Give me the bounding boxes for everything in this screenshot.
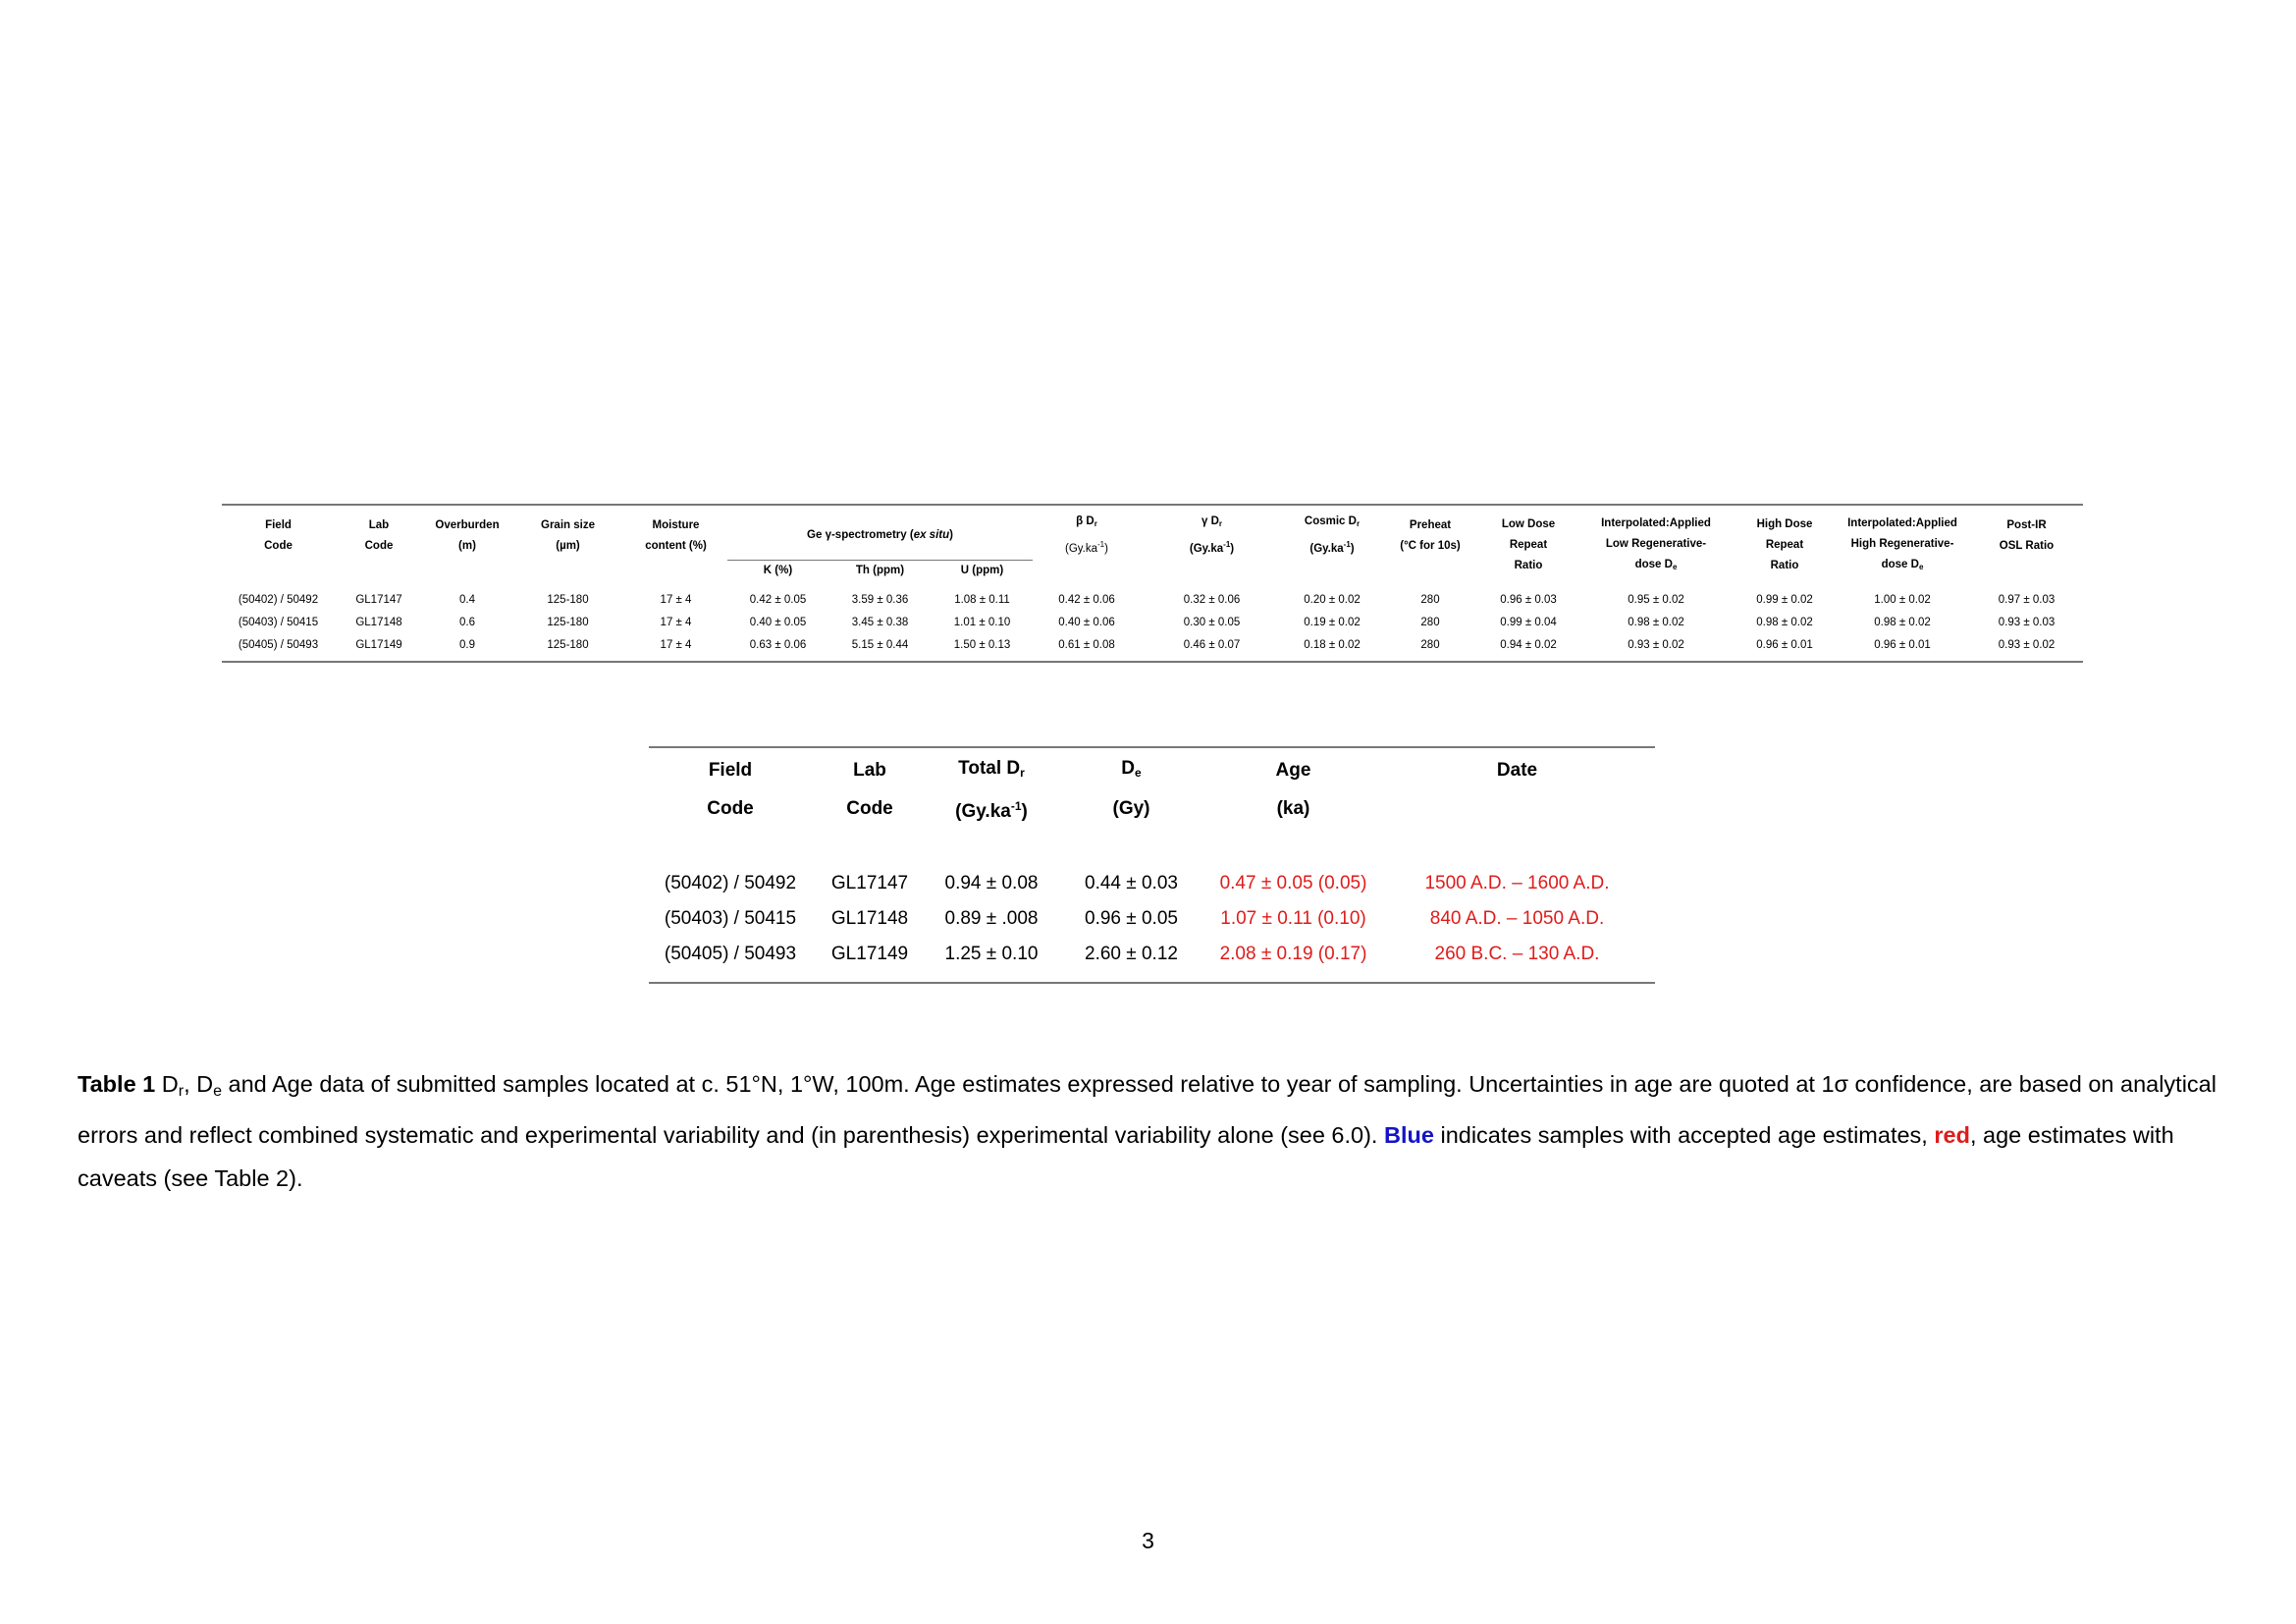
header-grain-size: Grain size (µm) [511,505,624,560]
cell-gamma-dose-rate: 0.32 ± 0.06 [1183,593,1241,606]
header-field: Field [649,747,812,789]
cell-high-dose-repeat-ratio: 0.98 ± 0.02 [1756,616,1813,628]
header-field-code: Code [707,798,754,819]
header-total-dose-rate: Total $D_r$ [928,747,1055,789]
cell-beta-dose-rate: 0.61 ± 0.08 [1033,634,1141,662]
cell-beta-dose-rate: 0.42 ± 0.06 [1058,593,1115,606]
cell-date: 1500 A.D. – 1600 A.D. [1424,873,1610,893]
header-high-dose-repeat-ratio: High Dose Repeat Ratio [1735,505,1835,579]
cell-total-dose-rate: 0.94 ± 0.08 [944,873,1039,893]
cell-field: (50402) / 50492 [664,873,797,893]
header-th: Th (ppm) [828,560,932,579]
age-summary-table [649,746,1655,984]
header-equivalent-dose-unit: (Gy) [1112,798,1150,819]
cell-overburden: 0.6 [459,616,475,628]
cell-post-ir-osl-ratio: 0.93 ± 0.03 [1998,616,2056,628]
cell-interp-applied-high: 1.00 ± 0.02 [1874,593,1931,606]
cell-interp-applied-high: 0.98 ± 0.02 [1874,616,1931,628]
caption-label: Table 1 [78,1070,156,1097]
cell-u: 1.01 ± 0.10 [953,616,1011,628]
cell-grain-size: 125-180 [547,593,589,606]
dosimetry-table [222,504,2083,663]
cell-post-ir-osl-ratio: 0.97 ± 0.03 [1998,593,2056,606]
cell-th: 5.15 ± 0.44 [828,634,932,662]
header-field-code: Field Code [222,505,335,560]
cell-high-dose-repeat-ratio: 0.96 ± 0.01 [1735,634,1835,662]
cell-interp-applied-low: 0.98 ± 0.02 [1628,616,1684,628]
cell-lab-code: GL17149 [335,634,423,662]
header-post-ir-osl-ratio: Post-IR OSL Ratio [1970,505,2083,560]
cell-k: 0.40 ± 0.05 [749,616,807,628]
cell-lab-code: GL17147 [355,593,402,606]
header-low-dose-repeat-ratio: Low Dose Repeat Ratio [1479,505,1577,579]
table-row [222,579,2083,612]
table-caption: Table 1 $D_r$, $D_e$ and Age data of submitted samples located at c. 51°N, 1°W, 100m. Age estimates expressed relative to year of sampling. Uncertainties in age are quoted at 1σ confidence, are based on analytical errors and reflect combined systematic and experimental variability and (in parenthesis) experimental variability alone (see 6.0). Blue indicates samples with accepted age estimates, red, age estimates with caveats (see Table 2). [78,1070,2216,1191]
cell-overburden: 0.9 [423,634,511,662]
cell-preheat: 280 [1420,616,1440,628]
cell-interp-applied-low: 0.93 ± 0.02 [1577,634,1735,662]
table-row [649,901,1655,937]
cell-th: 3.45 ± 0.38 [851,616,909,628]
cell-preheat: 280 [1420,593,1440,606]
cell-date: 260 B.C. – 130 A.D. [1379,937,1655,983]
cell-equivalent-dose: 0.44 ± 0.03 [1085,873,1178,893]
cell-overburden: 0.4 [459,593,475,606]
cell-preheat: 280 [1381,634,1479,662]
cell-th: 3.59 ± 0.36 [851,593,909,606]
cell-high-dose-repeat-ratio: 0.99 ± 0.02 [1756,593,1813,606]
page-number: 3 [1142,1528,1154,1553]
header-overburden: Overburden (m) [423,505,511,560]
cell-date: 840 A.D. – 1050 A.D. [1429,908,1605,929]
header-total-dose-rate-unit: $(Gy.ka^{-1})$ [955,799,1028,822]
cell-equivalent-dose: 0.96 ± 0.05 [1085,908,1178,929]
cell-u: 1.50 ± 0.13 [932,634,1033,662]
header-age-unit: (ka) [1276,798,1310,819]
header-gamma-dose-rate: γ $D_r$ $(Gy.ka^{-1})$ [1141,505,1283,560]
cell-lab-code: GL17148 [355,616,402,628]
cell-lab: GL17149 [812,937,928,983]
cell-moisture: 17 ± 4 [660,616,692,628]
cell-cosmic-dose-rate: 0.18 ± 0.02 [1283,634,1381,662]
cell-interp-applied-low: 0.95 ± 0.02 [1628,593,1684,606]
caption-blue-keyword: Blue [1384,1121,1434,1148]
cell-age: 2.08 ± 0.19 (0.17) [1207,937,1379,983]
cell-cosmic-dose-rate: 0.19 ± 0.02 [1304,616,1361,628]
cell-grain-size: 125-180 [547,616,589,628]
header-interp-applied-high: Interpolated:Applied High Regenerative- dose $D_e$ [1835,505,1970,579]
cell-k: 0.42 ± 0.05 [749,593,807,606]
cell-field-code: (50402) / 50492 [238,593,319,606]
cell-cosmic-dose-rate: 0.20 ± 0.02 [1304,593,1361,606]
table-row [649,937,1655,983]
cell-total-dose-rate: 1.25 ± 0.10 [928,937,1055,983]
cell-total-dose-rate: 0.89 ± .008 [944,908,1039,929]
header-date: Date [1379,747,1655,789]
header-cosmic-dose-rate: Cosmic $D_r$ $(Gy.ka^{-1})$ [1283,505,1381,560]
header-lab-code: Code [846,798,893,819]
table-row [222,612,2083,634]
cell-low-dose-repeat-ratio: 0.99 ± 0.04 [1500,616,1557,628]
cell-low-dose-repeat-ratio: 0.96 ± 0.03 [1500,593,1557,606]
header-equivalent-dose: $D_e$ [1055,747,1207,789]
cell-gamma-dose-rate: 0.46 ± 0.07 [1141,634,1283,662]
cell-gamma-dose-rate: 0.30 ± 0.05 [1183,616,1241,628]
cell-beta-dose-rate: 0.40 ± 0.06 [1058,616,1115,628]
header-ge-spectrometry: Ge γ-spectrometry (ex situ) [727,505,1033,560]
caption-red-keyword: red [1934,1121,1970,1148]
cell-post-ir-osl-ratio: 0.93 ± 0.02 [1970,634,2083,662]
header-age: Age [1207,747,1379,789]
cell-field-code: (50405) / 50493 [222,634,335,662]
header-u: U (ppm) [932,560,1033,579]
header-moisture: Moisture content (%) [624,505,727,560]
header-lab: Lab [812,747,928,789]
cell-age: 0.47 ± 0.05 (0.05) [1219,873,1367,893]
cell-grain-size: 125-180 [511,634,624,662]
cell-moisture: 17 ± 4 [624,634,727,662]
header-lab-code: Lab Code [335,505,423,560]
table-row [649,829,1655,901]
cell-u: 1.08 ± 0.11 [954,593,1010,606]
header-preheat: Preheat (°C for 10s) [1381,505,1479,560]
header-k: K (%) [727,560,828,579]
header-interp-applied-low: Interpolated:Applied Low Regenerative- dose $D_e$ [1577,505,1735,579]
table-row [222,634,2083,662]
cell-field: (50403) / 50415 [664,908,797,929]
cell-moisture: 17 ± 4 [660,593,692,606]
cell-lab: GL17148 [830,908,909,929]
cell-field: (50405) / 50493 [649,937,812,983]
cell-lab: GL17147 [830,873,909,893]
cell-low-dose-repeat-ratio: 0.94 ± 0.02 [1479,634,1577,662]
cell-interp-applied-high: 0.96 ± 0.01 [1835,634,1970,662]
cell-age: 1.07 ± 0.11 (0.10) [1220,908,1366,929]
header-beta-dose-rate: β $D_r$ $(Gy.ka^{-1})$ [1033,505,1141,560]
cell-k: 0.63 ± 0.06 [727,634,828,662]
cell-field-code: (50403) / 50415 [238,616,319,628]
cell-equivalent-dose: 2.60 ± 0.12 [1055,937,1207,983]
